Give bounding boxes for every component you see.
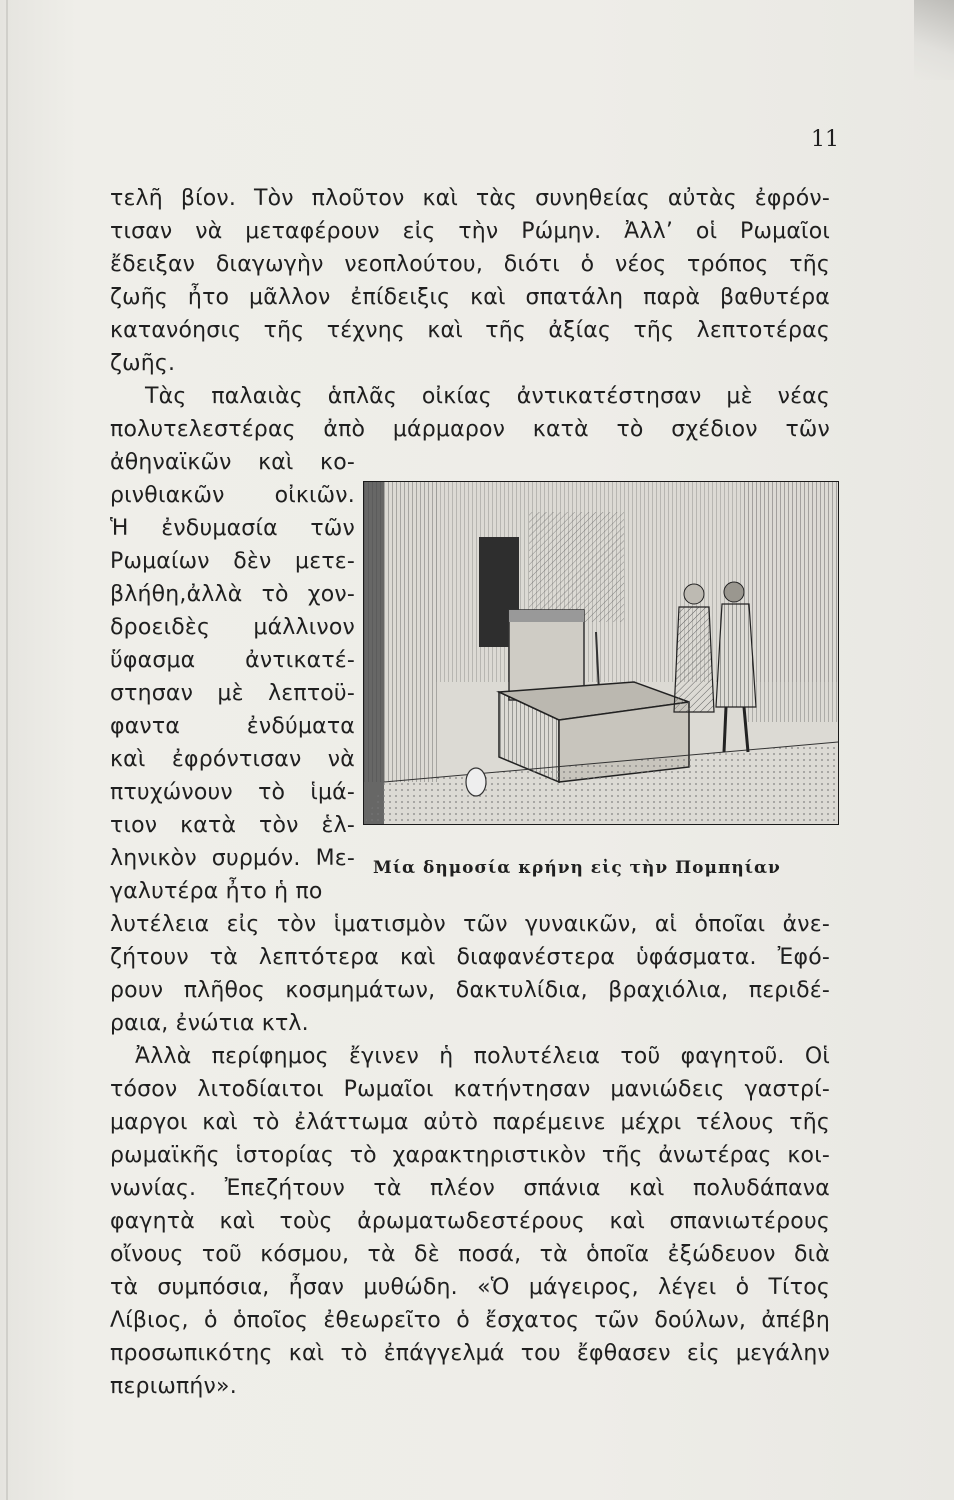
page-number: 11 (811, 127, 839, 152)
text-line: ληνικὸν συρμόν. Με- (110, 846, 355, 871)
text-line: λυτέλεια εἰς τὸν ἱματισμὸν τῶν γυναικῶν, αἱ ὁποῖαι ἀνε- (110, 912, 830, 937)
text-line: νωνίας. Ἐπεζήτουν τὰ πλέον σπάνια καὶ πολυδάπανα (110, 1176, 830, 1201)
text-line: ζήτουν τὰ λεπτότερα καὶ διαφανέστερα ὑφάσματα. Ἐφό- (110, 945, 830, 970)
text-line: ρωμαϊκῆς ἱστορίας τὸ χαρακτηριστικὸν τῆς ἀνωτέρας κοι- (110, 1143, 830, 1168)
text-line: ἀθηναϊκῶν καὶ κο- (110, 450, 355, 475)
figure-caption: Μία δημοσία κρήνη εἰς τὴν Πομπηίαν (373, 858, 781, 878)
text-line: πτυχώνουν τὸ ἱμά- (110, 780, 355, 805)
page-corner-shadow (914, 0, 954, 80)
fountain-engraving-figure (363, 481, 839, 825)
text-line: βλήθη,ἀλλὰ τὸ χον- (110, 582, 355, 607)
text-line: προσωπικότης καὶ τὸ ἐπάγγελμά του ἔφθασεν εἰς μεγάλην (110, 1341, 830, 1366)
text-line: ζωῆς ἦτο μᾶλλον ἐπίδειξις καὶ σπατάλη παρὰ βαθυτέρα (110, 285, 830, 310)
text-line: Λίβιος, ὁ ὁποῖος ἐθεωρεῖτο ὁ ἔσχατος τῶν δούλων, ἀπέβη (110, 1308, 830, 1333)
text-line: τελῆ βίον. Τὸν πλοῦτον καὶ τὰς συνηθείας αὐτὰς ἐφρόν- (110, 186, 830, 211)
text-line: τιον κατὰ τὸν ἑλ- (110, 813, 355, 838)
text-line: στησαν μὲ λεπτοϋ- (110, 681, 355, 706)
text-line: κατανόησις τῆς τέχνης καὶ τῆς ἀξίας τῆς λεπτοτέρας (110, 318, 830, 343)
text-line: ἔδειξαν διαγωγὴν νεοπλούτου, διότι ὁ νέος τρόπος τῆς (110, 252, 830, 277)
text-line: ζωῆς. (110, 351, 176, 376)
text-line: οἴνους τοῦ κόσμου, τὰ δὲ ποσά, τὰ ὁποῖα ἐξώδευον διὰ (110, 1242, 830, 1267)
text-line: καὶ ἐφρόντισαν νὰ (110, 747, 355, 772)
fountain-engraving-icon (364, 482, 838, 824)
text-line: ραια, ἐνώτια κτλ. (110, 1011, 309, 1036)
text-line: δροειδὲς μάλλινον (110, 615, 355, 640)
text-line: ρουν πλῆθος κοσμημάτων, δακτυλίδια, βραχιόλια, περιδέ- (110, 978, 830, 1003)
text-line: τόσον λιτοδίαιτοι Ρωμαῖοι κατήντησαν μανιώδεις γαστρί- (110, 1077, 830, 1102)
text-line: φαντα ἐνδύματα (110, 714, 355, 739)
text-line: ὕφασμα ἀντικατέ- (110, 648, 355, 673)
page-edge (6, 0, 8, 1500)
text-line: τὰ συμπόσια, ἦσαν μυθώδη. «Ὁ μάγειρος, λέγει ὁ Τίτος (110, 1275, 830, 1300)
text-line: ρινθιακῶν οἰκιῶν. (110, 483, 355, 508)
text-line: Ἀλλὰ περίφημος ἔγινεν ἡ πολυτέλεια τοῦ φαγητοῦ. Οἱ (135, 1044, 830, 1069)
text-line: τισαν νὰ μεταφέρουν εἰς τὴν Ρώμην. Ἀλλ’ οἱ Ρωμαῖοι (110, 219, 830, 244)
text-line: πολυτελεστέρας ἀπὸ μάρμαρον κατὰ τὸ σχέδιον τῶν (110, 417, 830, 442)
text-line: Ἡ ἐνδυμασία τῶν (110, 516, 355, 541)
text-line: μαργοι καὶ τὸ ἐλάττωμα αὐτὸ παρέμεινε μέχρι τέλους τῆς (110, 1110, 830, 1135)
text-line: Ρωμαίων δὲν μετε- (110, 549, 355, 574)
text-line: περιωπήν». (110, 1374, 237, 1399)
text-line: φαγητὰ καὶ τοὺς ἀρωματωδεστέρους καὶ σπανιωτέρους (110, 1209, 830, 1234)
text-line: Τὰς παλαιὰς ἁπλᾶς οἰκίας ἀντικατέστησαν μὲ νέας (145, 384, 830, 409)
text-line: γαλυτέρα ἦτο ἡ πο (110, 879, 323, 904)
